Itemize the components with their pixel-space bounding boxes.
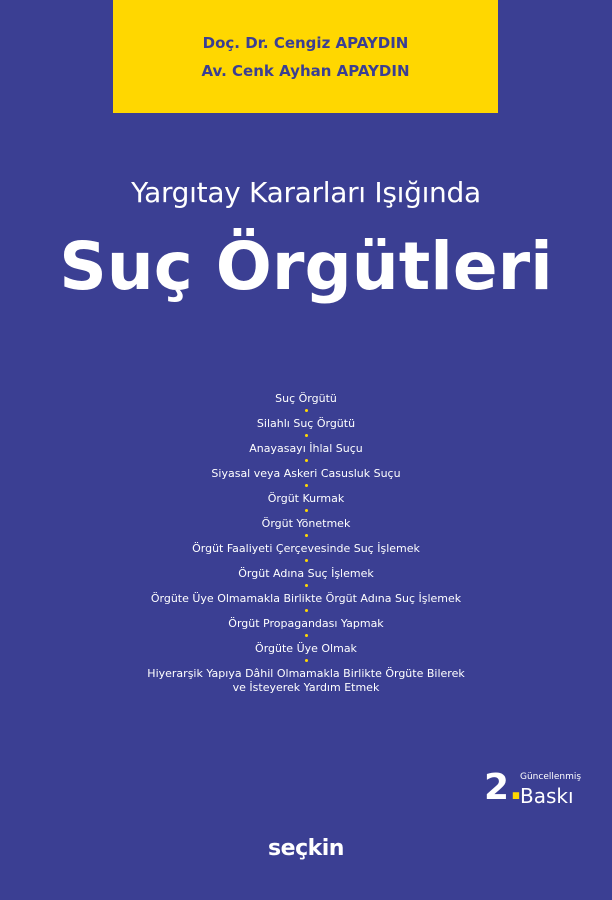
edition-badge [484, 767, 584, 810]
author-1: Doç. Dr. Cengiz APAYDIN [202, 33, 409, 52]
topic-item: Örgüt Yönetmek [261, 517, 351, 530]
publisher-logo: seçkin [268, 836, 344, 861]
topic-item: Örgüt Propagandası Yapmak [228, 617, 384, 630]
bullet-dot-icon [305, 584, 308, 587]
bullet-dot-icon [305, 484, 308, 487]
bullet-dot-icon [305, 634, 308, 637]
topic-item: Silahlı Suç Örgütü [256, 417, 356, 430]
edition-word: Baskı [520, 784, 574, 808]
topic-item: Örgüte Üye Olmamakla Birlikte Örgüt Adına Suç İşlemek [150, 592, 462, 605]
author-2: Av. Cenk Ayhan APAYDIN [201, 61, 410, 80]
bullet-dot-icon [305, 559, 308, 562]
topic-item: Örgüt Faaliyeti Çerçevesinde Suç İşlemek [192, 542, 420, 555]
topic-list [0, 392, 612, 695]
topic-item: Hiyerarşik Yapıya Dâhil Olmamakla Birlikte Örgüte Bilerek ve İsteyerek Yardım Etmek [147, 667, 465, 694]
bullet-dot-icon [305, 609, 308, 612]
book-title: Suç Örgütleri [59, 228, 553, 305]
author-box [113, 0, 498, 113]
book-subtitle: Yargıtay Kararları Işığında [131, 176, 481, 209]
bullet-dot-icon [305, 534, 308, 537]
topic-item: Örgüt Adına Suç İşlemek [238, 567, 374, 580]
bullet-dot-icon [305, 659, 308, 662]
bullet-dot-icon [305, 459, 308, 462]
edition-number: 2. [484, 767, 523, 808]
bullet-dot-icon [305, 409, 308, 412]
topic-item: Örgüt Kurmak [267, 492, 345, 505]
topic-item: Örgüte Üye Olmak [255, 642, 357, 655]
topic-item: Suç Örgütü [275, 392, 337, 405]
bullet-dot-icon [305, 509, 308, 512]
topic-item: Siyasal veya Askeri Casusluk Suçu [211, 467, 401, 480]
topic-item: Anayasayı İhlal Suçu [249, 442, 363, 455]
bullet-dot-icon [305, 434, 308, 437]
edition-updated-label: Güncellenmiş [520, 772, 582, 782]
